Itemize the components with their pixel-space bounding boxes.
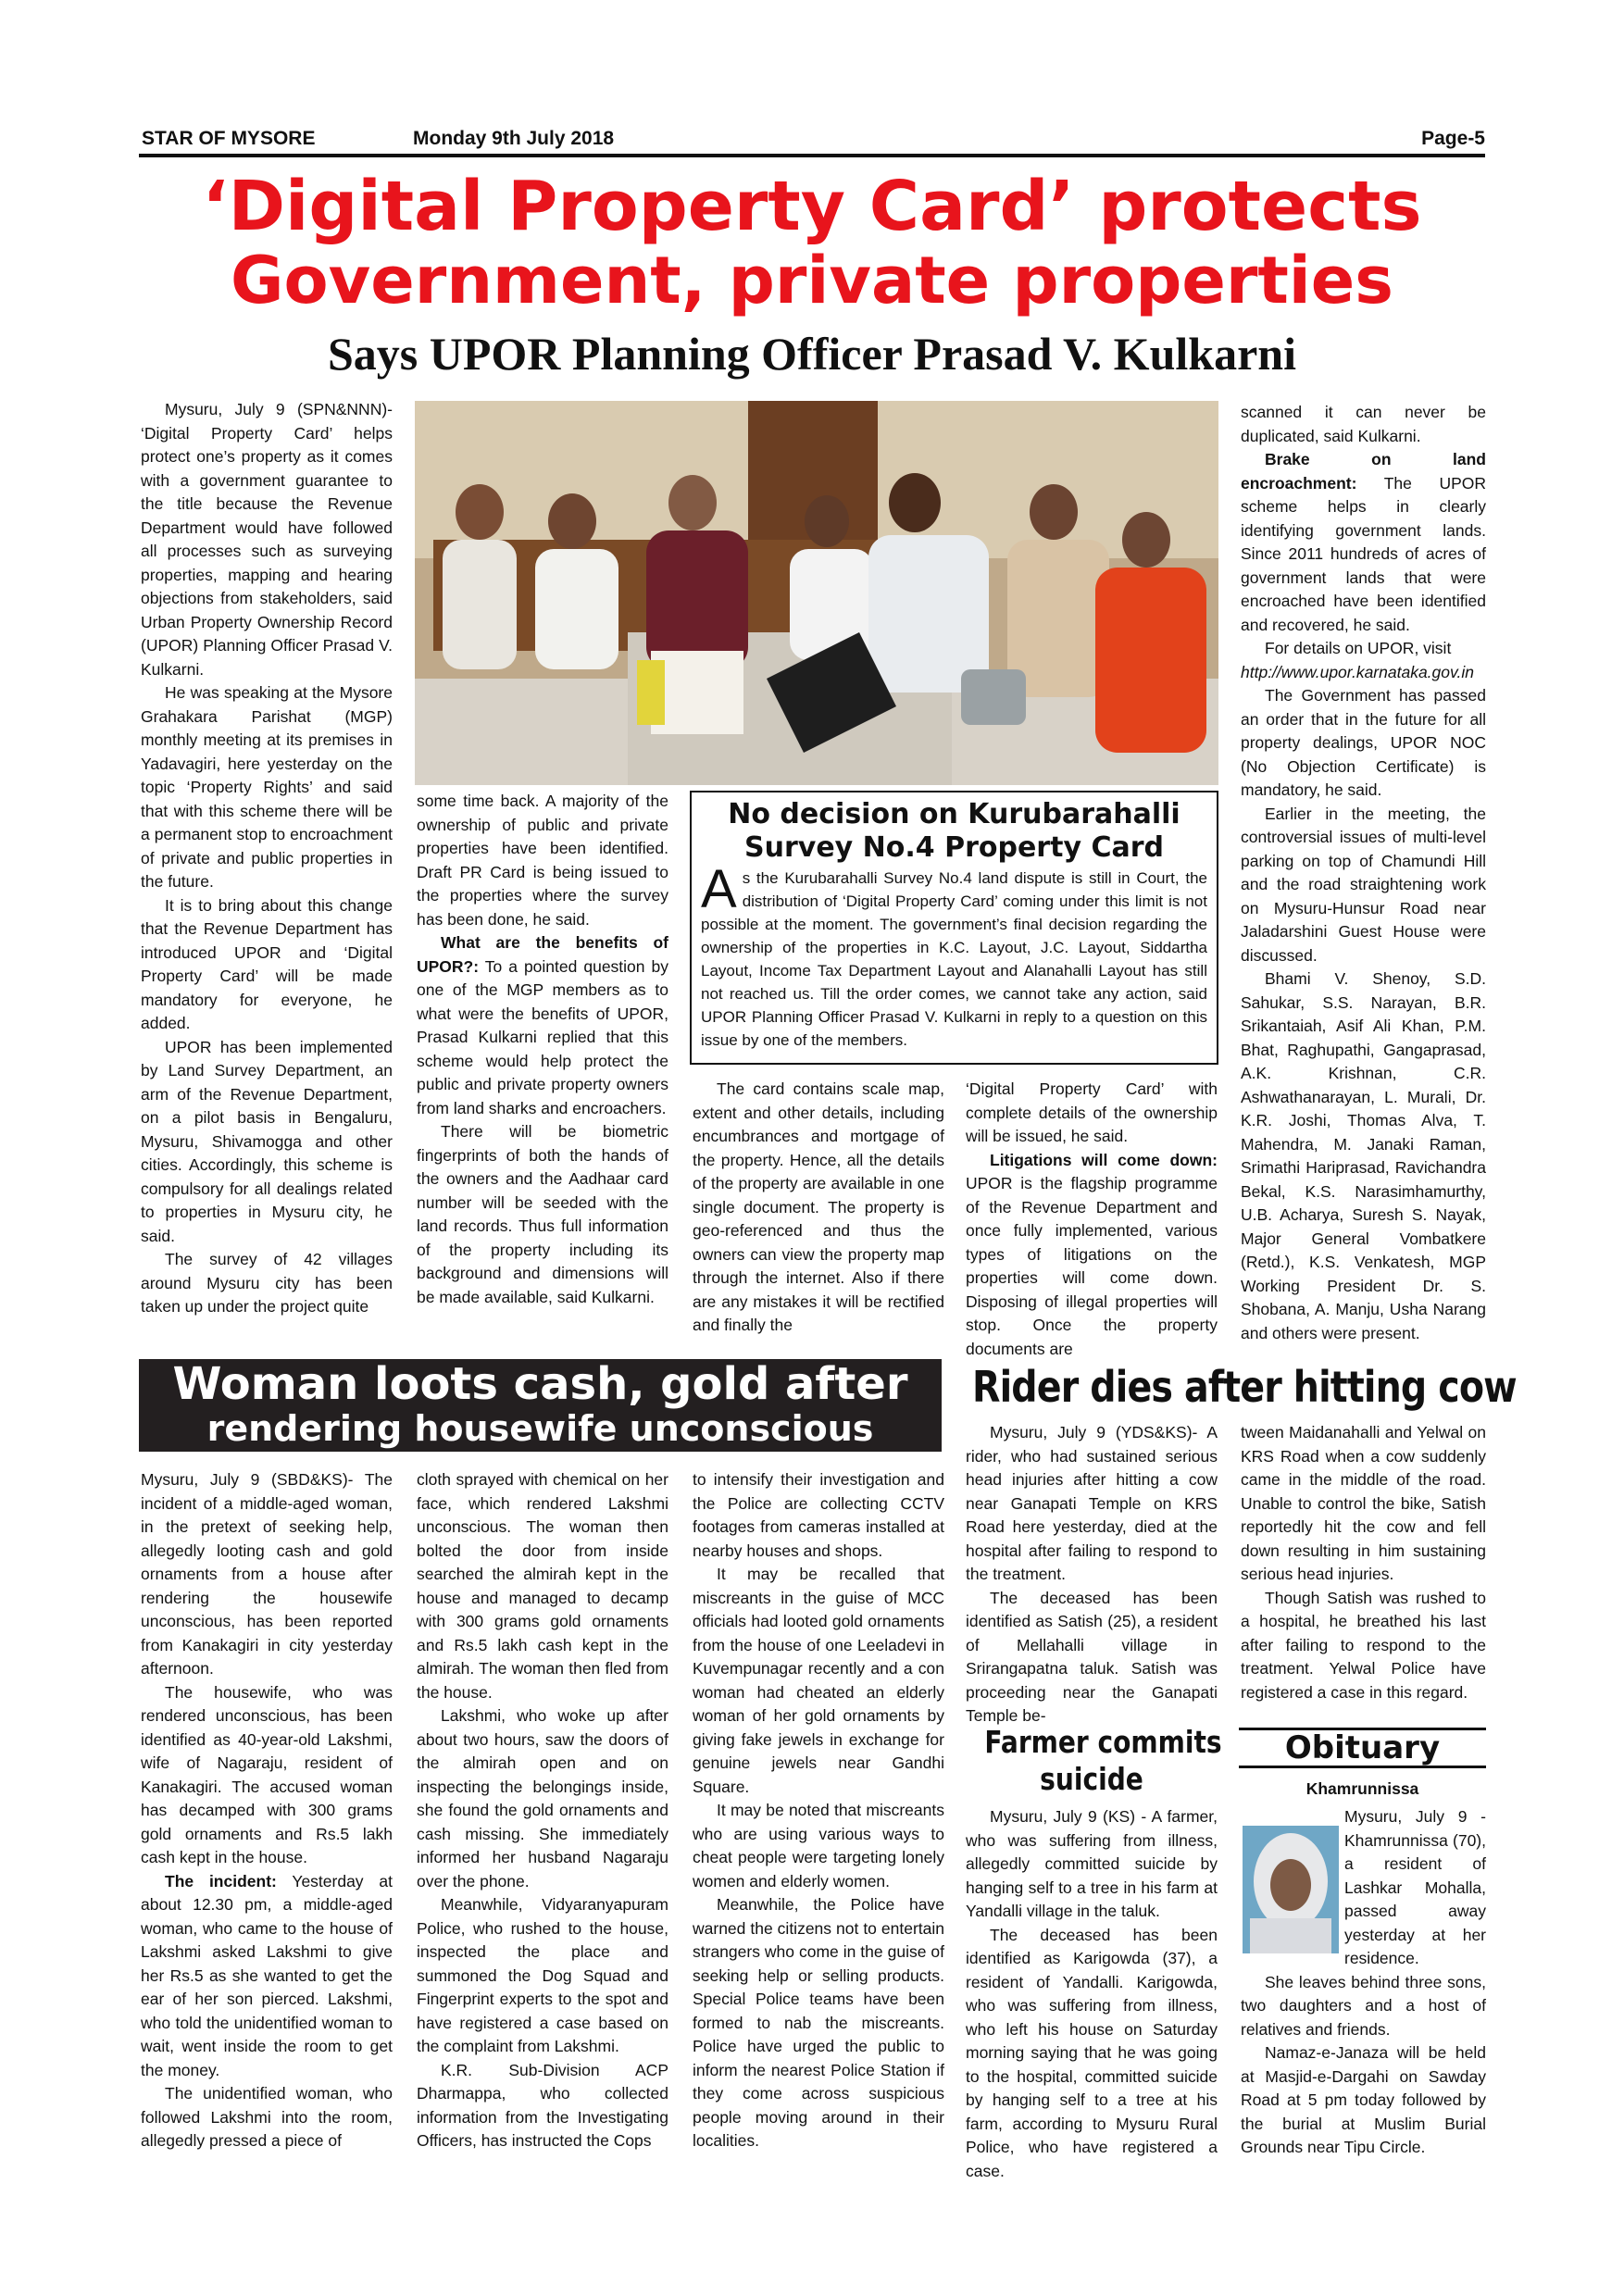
paragraph: cloth sprayed with chemical on her face, which rendered Lakshmi unconscious. The woman then bolted the door from inside searched the almirah kept in the house and managed to decamp with 300 grams gold ornaments and Rs.5 lakh cash kept in the almirah. The woman then fled from the house. [417, 1470, 668, 1702]
obituary-heading: Obituary [1239, 1728, 1486, 1768]
farmer-headline-line1: Farmer commits [984, 1724, 1222, 1760]
masthead-rule [139, 154, 1485, 157]
page-number: Page-5 [1421, 128, 1485, 149]
subhead-litigations: Litigations will come down: [990, 1150, 1218, 1169]
paragraph [966, 1149, 1218, 1362]
paragraph: It may be recalled that miscreants in the guise of MCC officials had looted gold ornaments from the house of one Leeladevi in Kuvempunagar recently and a con woman had cheated an elderly woman of her gold ornaments by giving fake jewels in exchange for genuine jewels near Gandhi Square. [693, 1565, 944, 1796]
issue-date: Monday 9th July 2018 [413, 128, 615, 149]
paragraph: Though Satish was rushed to a hospital, he breathed his last after failing to respond to the treatment. Yelwal Police have registered a case in this regard. [1241, 1588, 1486, 1702]
lead-column-1 [141, 398, 393, 1319]
lead-column-2 [417, 790, 668, 1309]
rider-column-2 [1241, 1421, 1486, 1704]
farmer-headline-line2: suicide [1040, 1761, 1143, 1797]
farmer-column [966, 1805, 1218, 2183]
lead-column-3 [693, 1078, 944, 1338]
subhead-benefits: What are the benefits of UPOR?: [417, 933, 668, 976]
paragraph: The housewife, who was rendered unconscious, has been identified as 40-year-old Lakshmi, wife of Nagaraju, resident of Kanakagiri. The accused woman has decamped with 300 grams gold ornaments and Rs.5 lakh cash kept in the house. [141, 1682, 393, 1866]
paragraph: Lakshmi, who woke up after about two hours, saw the doors of the almirah open and on inspecting the belongings inside, she found the gold ornaments and cash missing. She immediately informed her husband Nagaraju over the phone. [417, 1706, 668, 1890]
paragraph [1241, 448, 1486, 637]
paragraph-text: The UPOR scheme helps in clearly identifying government lands. Since 2011 hundreds of acres of government lands that were encroached have been identified and recovered, he said. [1241, 473, 1486, 634]
obituary-name: Khamrunnissa [1305, 1779, 1419, 1798]
paragraph: He was speaking at the Mysore Grahakara Parishat (MGP) monthly meeting at its premises in Yadavagiri, here yesterday on the topic ‘Property Rights’ and said that with this scheme there will be a permanent stop to encroachment of private and public properties in the future. [141, 683, 393, 891]
paragraph: It may be noted that miscreants who are using various ways to cheat people were targeting lonely women and elderly women. [693, 1801, 944, 1890]
paragraph: Mysuru, July 9 (KS) - A farmer, who was suffering from illness, allegedly committed suicide by hanging self to a tree in his farm at Yandalli village in the taluk. [966, 1807, 1218, 1920]
paragraph: scanned it can never be duplicated, said Kulkarni. [1241, 403, 1486, 445]
loot-column-1 [141, 1468, 393, 2153]
paragraph-text: UPOR is the flagship programme of the Revenue Department and once fully implemented, various types of litigations on the properties will come down. Disposing of illegal properties will stop. Once the property documents are [966, 1174, 1218, 1358]
loot-column-2 [417, 1468, 668, 2153]
subhead-incident: The incident: [165, 1871, 277, 1890]
subhead-encroachment: Brake on land encroachment: [1241, 450, 1486, 493]
paragraph: Bhami V. Shenoy, S.D. Sahukar, S.S. Narayan, B.R. Srikantaiah, Asif Ali Khan, P.M. Bhat, Raghupathi, Gangaprasad, A.K. Krishnan, C.R. Ashwathanarayan, L. Murali, Dr. K.R. Joshi, Thomas Alva, T. Mahendra, M. Janaki Raman, Srimathi Hariprasad, Ravichandra Bekal, K.S. Narasimhamurthy, U.B. Acharya, Suresh S. Nayak, Major General Vombatkere (Retd.), K.S. Venkatesh, MGP Working President Dr. S. Shobana, A. Manju, Usha Narang and others were present. [1241, 969, 1486, 1342]
box-title-line2: Survey No.4 Property Card [744, 831, 1164, 864]
lead-headline-line1: ‘Digital Property Card’ protects [202, 167, 1422, 246]
paragraph: The Government has passed an order that in the future for all property dealings, UPOR NOC (No Objection Certificate) is mandatory, he said. [1241, 686, 1486, 799]
kurubarahalli-box [690, 791, 1218, 1065]
paragraph: to intensify their investigation and the Police are collecting CCTV footages from cameras installed at nearby houses and shops. [693, 1470, 944, 1560]
paragraph-text: Yesterday at about 12.30 pm, a middle-aged woman, who came to the house of Lakshmi asked Lakshmi to give her Rs.5 as she wanted to get the ear of her son pierced. Lakshmi, who told the unidentified woman to wait, went inside the room to get the money. [141, 1871, 393, 2079]
loot-column-3 [693, 1468, 944, 2153]
meeting-photo [415, 401, 1218, 785]
meeting-photo-illustration [415, 401, 1218, 785]
paragraph: It is to bring about this change that the Revenue Department has introduced UPOR and ‘Digital Property Card’ will be made mandatory for everyone, he added. [141, 895, 393, 1032]
paper-name: STAR OF MYSORE [142, 128, 316, 149]
paragraph-text: To a pointed question by one of the MGP members as to what were the benefits of UPOR, Prasad Kulkarni replied that this scheme would help protect the public and private property owners from land sharks and encroachers. [417, 956, 668, 1117]
paragraph: Mysuru, July 9 (SPN&NNN)- ‘Digital Property Card’ helps protect one’s property as it comes with a government guarantee to the title because the Revenue Department would have followed all processes such as surveying properties, mapping and hearing objections from stakeholders, said Urban Property Ownership Record (UPOR) Planning Officer Prasad V. Kulkarni. [141, 400, 393, 679]
paragraph: Mysuru, July 9 - Khamrunnissa (70), a resident of Lashkar Mohalla, passed away yesterday at her residence. [1344, 1807, 1486, 1967]
loot-headline-line2: rendering housewife unconscious [206, 1408, 874, 1449]
paragraph: tween Maidanahalli and Yelwal on KRS Road when a cow suddenly came in the middle of the road. Unable to control the bike, Satish reportedly hit the cow and fell down resulting in him sustaining serious head injuries. [1241, 1423, 1486, 1583]
rider-headline: Rider dies after hitting cow [972, 1362, 1517, 1412]
paragraph: Meanwhile, the Police have warned the citizens not to entertain strangers who come in the guise of seeking help or selling products. Special Police teams have been formed to nab the miscreants. Police have urged the public to inform the nearest Police Station if they come across suspicious people moving around in their localities. [693, 1895, 944, 2150]
lead-subheadline: Says UPOR Planning Officer Prasad V. Kulkarni [328, 328, 1296, 380]
rider-column-1 [966, 1421, 1218, 1728]
paragraph: K.R. Sub-Division ACP Dharmappa, who collected information from the Investigating Officers, has instructed the Cops [417, 2060, 668, 2150]
paragraph: Meanwhile, Vidyaranyapuram Police, who rushed to the house, inspected the place and summoned the Dog Squad and Fingerprint experts to the spot and have registered a case based on the complaint from Lakshmi. [417, 1895, 668, 2055]
paragraph: The survey of 42 villages around Mysuru city has been taken up under the project quite [141, 1250, 393, 1316]
paragraph: For details on UPOR, visit [1265, 639, 1452, 657]
loot-headline-line1: Woman loots cash, gold after [172, 1358, 908, 1410]
lead-headline-line2: Government, private properties [231, 243, 1393, 318]
paragraph: ‘Digital Property Card’ with complete details of the ownership will be issued, he said. [966, 1079, 1218, 1145]
loot-headline-banner [139, 1359, 942, 1452]
paragraph: some time back. A majority of the ownership of public and private properties have been identified. Draft PR Card is being issued to the properties where the survey has been done, he said. [417, 792, 668, 929]
obituary-text [1241, 1805, 1486, 2160]
box-dropcap: A [701, 859, 737, 919]
paragraph: Namaz-e-Janaza will be held at Masjid-e-Dargahi on Sawday Road at 5 pm today followed by the burial at Muslim Burial Grounds near Tipu Circle. [1241, 2043, 1486, 2156]
lead-column-5 [1241, 401, 1486, 1345]
paragraph: Earlier in the meeting, the controversial issues of multi-level parking on top of Chamundi Hill and the road straightening work on Mysuru-Hunsur Road near Jaladarshini Guest House were discussed. [1241, 804, 1486, 965]
paragraph: She leaves behind three sons, two daughters and a host of relatives and friends. [1241, 1972, 1486, 2039]
farmer-headline [966, 1724, 1222, 1798]
paragraph [417, 931, 668, 1120]
paragraph: Mysuru, July 9 (SBD&KS)- The incident of a middle-aged woman, in the pretext of seeking help, allegedly looting cash and gold ornaments from a house after rendering the housewife unconscious, has been reported from Kanakagiri in city yesterday afternoon. [141, 1470, 393, 1678]
paragraph [141, 1870, 393, 2083]
paragraph: The card contains scale map, extent and other details, including encumbrances and mortgage of the property. Hence, all the details of the property are available in one single document. The property is geo-referenced and thus the owners can view the property map through the internet. Also if there are any mistakes it will be rectified and finally the [693, 1079, 944, 1334]
upor-url[interactable]: http://www.upor.karnataka.gov.in [1241, 662, 1474, 681]
box-title-line1: No decision on Kurubarahalli [728, 798, 1181, 830]
paragraph: The unidentified woman, who followed Lakshmi into the room, allegedly pressed a piece of [141, 2084, 393, 2150]
paragraph: The deceased has been identified as Satish (25), a resident of Mellahalli village in Srirangapatna taluk. Satish was proceeding near the Ganapati Temple be- [966, 1588, 1218, 1725]
paragraph: There will be biometric fingerprints of both the hands of the owners and the Aadhaar card number will be seeded with the land records. Thus full information of the property including its background and dimensions will be made available, said Kulkarni. [417, 1122, 668, 1306]
paragraph: UPOR has been implemented by Land Survey Department, an arm of the Revenue Department, on a pilot basis in Bengaluru, Mysuru, Shivamogga and other cities. Accordingly, this scheme is compulsory for all dealings related to properties in Mysuru city, he said. [141, 1037, 393, 1245]
paragraph: The deceased has been identified as Karigowda (37), a resident of Yandalli. Karigowda, who was suffering from illness, who left his house on Saturday morning saying that he was going to the hospital, committed suicide by hanging self to a tree at his farm, according to Mysuru Rural Police, who have registered a case. [966, 1925, 1218, 2180]
lead-column-4 [966, 1078, 1218, 1361]
box-text: s the Kurubarahalli Survey No.4 land dispute is still in Court, the distribution of ‘Digital Property Card’ coming under this limit is not possible at the moment. The government’s final decision regarding the ownership of the properties in K.C. Layout, J.C. Layout, Siddartha Layout, Income Tax Department Layout and Alanahalli Layout has still not reached us. Till the order comes, we cannot take any action, said UPOR Planning Officer Prasad V. Kulkarni in reply to a question on this issue by one of the members. [701, 869, 1207, 1049]
paragraph: Mysuru, July 9 (YDS&KS)- A rider, who had sustained serious head injuries after hitting a cow near Ganapati Temple on KRS Road here yesterday, died at the hospital after failing to respond to the treatment. [966, 1423, 1218, 1583]
